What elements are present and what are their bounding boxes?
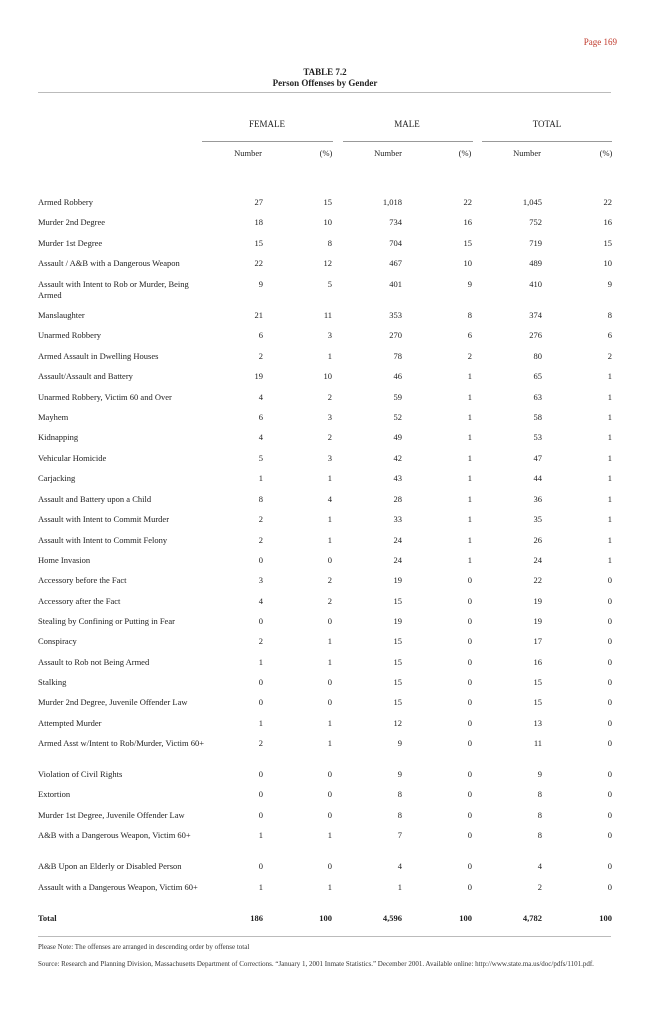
cell-female-percent: 3 bbox=[327, 330, 332, 340]
offense-label: Carjacking bbox=[38, 473, 76, 483]
cell-male-number: 78 bbox=[393, 351, 402, 361]
cell-female-number: 0 bbox=[258, 677, 263, 687]
cell-female-number: 0 bbox=[258, 810, 263, 820]
cell-female-percent: 0 bbox=[327, 861, 332, 871]
cell-female-percent: 1 bbox=[327, 718, 332, 728]
cell-total-percent: 1 bbox=[607, 473, 612, 483]
cell-female-number: 186 bbox=[250, 913, 263, 923]
cell-total-number: 15 bbox=[533, 677, 542, 687]
offense-label: Murder 1st Degree bbox=[38, 238, 103, 248]
cell-male-percent: 0 bbox=[467, 616, 472, 626]
cell-female-number: 6 bbox=[258, 412, 263, 422]
cell-male-number: 734 bbox=[389, 217, 402, 227]
cell-total-percent: 1 bbox=[607, 494, 612, 504]
cell-female-percent: 1 bbox=[327, 514, 332, 524]
cell-male-number: 46 bbox=[393, 371, 402, 381]
cell-male-percent: 0 bbox=[467, 738, 472, 748]
offense-label: Assault to Rob not Being Armed bbox=[38, 657, 150, 667]
cell-male-number: 15 bbox=[393, 697, 402, 707]
cell-male-percent: 1 bbox=[467, 494, 472, 504]
cell-female-number: 0 bbox=[258, 616, 263, 626]
group-header-total: TOTAL bbox=[532, 119, 562, 129]
cell-male-percent: 0 bbox=[467, 575, 472, 585]
group-underline-female bbox=[202, 141, 333, 142]
cell-total-number: 80 bbox=[533, 351, 542, 361]
cell-total-number: 15 bbox=[533, 697, 542, 707]
cell-male-percent: 0 bbox=[467, 636, 472, 646]
cell-total-number: 752 bbox=[529, 217, 542, 227]
cell-male-percent: 1 bbox=[467, 392, 472, 402]
cell-female-number: 0 bbox=[258, 769, 263, 779]
cell-male-number: 8 bbox=[397, 789, 402, 799]
subheader-female-percent: (%) bbox=[319, 148, 333, 158]
top-divider bbox=[38, 92, 611, 93]
cell-female-percent: 15 bbox=[323, 197, 332, 207]
cell-female-number: 0 bbox=[258, 697, 263, 707]
offense-label: Unarmed Robbery, Victim 60 and Over bbox=[38, 392, 172, 402]
cell-female-number: 15 bbox=[254, 238, 263, 248]
cell-female-number: 8 bbox=[258, 494, 263, 504]
cell-total-number: 58 bbox=[533, 412, 542, 422]
cell-total-percent: 100 bbox=[599, 913, 612, 923]
cell-female-number: 18 bbox=[254, 217, 263, 227]
cell-male-percent: 6 bbox=[467, 330, 472, 340]
cell-total-percent: 1 bbox=[607, 392, 612, 402]
cell-female-number: 1 bbox=[258, 882, 263, 892]
cell-female-percent: 5 bbox=[327, 279, 332, 289]
cell-male-percent: 0 bbox=[467, 830, 472, 840]
cell-female-percent: 10 bbox=[323, 217, 332, 227]
offense-label: Assault / A&B with a Dangerous Weapon bbox=[38, 258, 180, 268]
offense-label: Stealing by Confining or Putting in Fear bbox=[38, 616, 175, 626]
cell-total-number: 410 bbox=[529, 279, 542, 289]
cell-total-number: 489 bbox=[529, 258, 542, 268]
cell-female-percent: 2 bbox=[327, 432, 332, 442]
cell-male-number: 4 bbox=[397, 861, 402, 871]
cell-male-number: 43 bbox=[393, 473, 402, 483]
offense-label: A&B Upon an Elderly or Disabled Person bbox=[38, 861, 182, 871]
offense-label: Assault/Assault and Battery bbox=[38, 371, 133, 381]
cell-total-percent: 1 bbox=[607, 514, 612, 524]
cell-total-number: 44 bbox=[533, 473, 542, 483]
group-underline-male bbox=[343, 141, 473, 142]
cell-total-percent: 0 bbox=[607, 697, 612, 707]
cell-male-percent: 1 bbox=[467, 412, 472, 422]
cell-male-percent: 1 bbox=[467, 432, 472, 442]
cell-male-percent: 1 bbox=[467, 473, 472, 483]
cell-male-number: 12 bbox=[393, 718, 402, 728]
group-header-female: FEMALE bbox=[249, 119, 285, 129]
cell-male-percent: 1 bbox=[467, 555, 472, 565]
cell-total-number: 8 bbox=[537, 830, 542, 840]
cell-total-percent: 0 bbox=[607, 616, 612, 626]
cell-total-number: 2 bbox=[537, 882, 542, 892]
cell-total-percent: 0 bbox=[607, 738, 612, 748]
cell-male-percent: 0 bbox=[467, 596, 472, 606]
cell-female-percent: 8 bbox=[327, 238, 332, 248]
cell-male-number: 15 bbox=[393, 636, 402, 646]
cell-total-percent: 0 bbox=[607, 596, 612, 606]
cell-male-number: 49 bbox=[393, 432, 402, 442]
table-number: TABLE 7.2 bbox=[303, 67, 347, 77]
cell-female-percent: 0 bbox=[327, 769, 332, 779]
offense-label: Manslaughter bbox=[38, 310, 85, 320]
cell-male-percent: 1 bbox=[467, 453, 472, 463]
offense-label: Mayhem bbox=[38, 412, 69, 422]
cell-total-number: 53 bbox=[533, 432, 542, 442]
cell-female-number: 22 bbox=[254, 258, 263, 268]
cell-male-percent: 8 bbox=[467, 310, 472, 320]
cell-total-percent: 0 bbox=[607, 718, 612, 728]
cell-female-number: 6 bbox=[258, 330, 263, 340]
cell-male-number: 15 bbox=[393, 596, 402, 606]
offense-label: Murder 2nd Degree bbox=[38, 217, 106, 227]
cell-female-number: 4 bbox=[258, 596, 263, 606]
cell-total-percent: 22 bbox=[603, 197, 612, 207]
cell-female-percent: 1 bbox=[327, 636, 332, 646]
cell-total-percent: 0 bbox=[607, 636, 612, 646]
cell-female-percent: 0 bbox=[327, 555, 332, 565]
cell-male-percent: 1 bbox=[467, 535, 472, 545]
cell-female-number: 27 bbox=[254, 197, 263, 207]
cell-total-number: 26 bbox=[533, 535, 542, 545]
cell-male-number: 401 bbox=[389, 279, 402, 289]
cell-male-number: 19 bbox=[393, 616, 402, 626]
offense-label: Assault with Intent to Commit Murder bbox=[38, 514, 170, 524]
cell-total-number: 8 bbox=[537, 810, 542, 820]
cell-total-number: 47 bbox=[533, 453, 542, 463]
cell-male-number: 7 bbox=[397, 830, 402, 840]
cell-female-number: 0 bbox=[258, 555, 263, 565]
cell-female-number: 21 bbox=[254, 310, 263, 320]
cell-total-percent: 0 bbox=[607, 810, 612, 820]
cell-female-number: 3 bbox=[258, 575, 263, 585]
cell-total-number: 63 bbox=[533, 392, 542, 402]
cell-total-number: 8 bbox=[537, 789, 542, 799]
cell-female-percent: 12 bbox=[323, 258, 332, 268]
cell-male-number: 28 bbox=[393, 494, 402, 504]
cell-female-number: 4 bbox=[258, 432, 263, 442]
offense-label: Assault and Battery upon a Child bbox=[38, 494, 152, 504]
cell-female-number: 1 bbox=[258, 718, 263, 728]
source-note: Source: Research and Planning Division, Massachusetts Department of Corrections. “January 1, 2001 Inmate Statistics.” December 2001. Available online: http://www.state.ma.us/doc/pdfs/1101.pdf. bbox=[38, 960, 594, 968]
cell-male-number: 4,596 bbox=[382, 913, 402, 923]
cell-female-number: 4 bbox=[258, 392, 263, 402]
cell-female-percent: 2 bbox=[327, 392, 332, 402]
cell-female-percent: 100 bbox=[319, 913, 332, 923]
cell-male-number: 270 bbox=[389, 330, 402, 340]
cell-total-number: 4 bbox=[537, 861, 542, 871]
cell-female-percent: 1 bbox=[327, 473, 332, 483]
cell-female-percent: 0 bbox=[327, 697, 332, 707]
cell-total-percent: 9 bbox=[607, 279, 612, 289]
cell-male-number: 704 bbox=[389, 238, 402, 248]
cell-total-number: 4,782 bbox=[522, 913, 542, 923]
cell-male-number: 1,018 bbox=[382, 197, 402, 207]
cell-total-number: 36 bbox=[533, 494, 542, 504]
cell-total-percent: 0 bbox=[607, 789, 612, 799]
cell-male-number: 15 bbox=[393, 657, 402, 667]
offense-label: Accessory before the Fact bbox=[38, 575, 127, 585]
cell-total-number: 276 bbox=[529, 330, 542, 340]
offense-label: Extortion bbox=[38, 789, 71, 799]
cell-female-percent: 2 bbox=[327, 575, 332, 585]
cell-total-percent: 2 bbox=[607, 351, 612, 361]
offense-label: Kidnapping bbox=[38, 432, 79, 442]
offense-label: Murder 1st Degree, Juvenile Offender Law bbox=[38, 810, 185, 820]
cell-female-number: 1 bbox=[258, 830, 263, 840]
cell-female-number: 19 bbox=[254, 371, 263, 381]
cell-female-number: 2 bbox=[258, 636, 263, 646]
table-title bbox=[0, 67, 650, 89]
cell-total-percent: 15 bbox=[603, 238, 612, 248]
offense-label: Home Invasion bbox=[38, 555, 91, 565]
cell-male-number: 15 bbox=[393, 677, 402, 687]
cell-female-percent: 11 bbox=[323, 310, 332, 320]
cell-male-number: 33 bbox=[393, 514, 402, 524]
offense-label: Armed Assault in Dwelling Houses bbox=[38, 351, 159, 361]
group-header-male: MALE bbox=[394, 119, 420, 129]
cell-male-percent: 22 bbox=[463, 197, 472, 207]
cell-male-number: 9 bbox=[397, 738, 402, 748]
cell-male-percent: 0 bbox=[467, 810, 472, 820]
cell-male-percent: 1 bbox=[467, 371, 472, 381]
cell-total-number: 13 bbox=[533, 718, 542, 728]
cell-total-number: 1,045 bbox=[522, 197, 542, 207]
cell-female-number: 5 bbox=[258, 453, 263, 463]
cell-total-number: 374 bbox=[529, 310, 542, 320]
cell-total-number: 22 bbox=[533, 575, 542, 585]
cell-female-number: 2 bbox=[258, 351, 263, 361]
cell-total-percent: 1 bbox=[607, 453, 612, 463]
cell-total-number: 16 bbox=[533, 657, 542, 667]
cell-female-percent: 1 bbox=[327, 535, 332, 545]
cell-male-percent: 100 bbox=[459, 913, 472, 923]
cell-total-number: 24 bbox=[533, 555, 542, 565]
offense-label: Stalking bbox=[38, 677, 67, 687]
cell-female-number: 2 bbox=[258, 535, 263, 545]
bottom-divider bbox=[38, 936, 611, 937]
cell-male-percent: 0 bbox=[467, 657, 472, 667]
cell-female-percent: 4 bbox=[327, 494, 332, 504]
cell-total-percent: 0 bbox=[607, 769, 612, 779]
cell-male-number: 24 bbox=[393, 535, 402, 545]
cell-female-number: 9 bbox=[258, 279, 263, 289]
cell-total-percent: 1 bbox=[607, 555, 612, 565]
cell-female-percent: 0 bbox=[327, 677, 332, 687]
cell-total-percent: 0 bbox=[607, 830, 612, 840]
cell-male-number: 19 bbox=[393, 575, 402, 585]
offense-label: Conspiracy bbox=[38, 636, 77, 646]
total-label: Total bbox=[38, 913, 57, 923]
cell-female-percent: 1 bbox=[327, 738, 332, 748]
cell-total-number: 19 bbox=[533, 596, 542, 606]
cell-total-percent: 8 bbox=[607, 310, 612, 320]
cell-female-percent: 3 bbox=[327, 453, 332, 463]
cell-total-number: 719 bbox=[529, 238, 542, 248]
offense-label: Unarmed Robbery bbox=[38, 330, 102, 340]
cell-total-percent: 16 bbox=[603, 217, 612, 227]
ordering-note: Please Note: The offenses are arranged in descending order by offense total bbox=[38, 943, 250, 951]
cell-female-percent: 1 bbox=[327, 657, 332, 667]
cell-female-percent: 0 bbox=[327, 810, 332, 820]
cell-female-percent: 1 bbox=[327, 830, 332, 840]
cell-total-percent: 1 bbox=[607, 432, 612, 442]
offense-label: Assault with a Dangerous Weapon, Victim 60+ bbox=[38, 882, 198, 892]
cell-female-percent: 1 bbox=[327, 351, 332, 361]
cell-male-percent: 15 bbox=[463, 238, 472, 248]
cell-total-percent: 0 bbox=[607, 861, 612, 871]
cell-male-number: 353 bbox=[389, 310, 402, 320]
page-number: Page 169 bbox=[583, 37, 617, 47]
cell-male-number: 24 bbox=[393, 555, 402, 565]
offense-label: A&B with a Dangerous Weapon, Victim 60+ bbox=[38, 830, 191, 840]
cell-male-number: 59 bbox=[393, 392, 402, 402]
subheader-male-percent: (%) bbox=[458, 148, 472, 158]
cell-total-number: 17 bbox=[533, 636, 542, 646]
offense-label: Attempted Murder bbox=[38, 718, 102, 728]
cell-female-percent: 0 bbox=[327, 789, 332, 799]
offense-label: Vehicular Homicide bbox=[38, 453, 107, 463]
cell-total-percent: 0 bbox=[607, 575, 612, 585]
cell-male-number: 8 bbox=[397, 810, 402, 820]
subheader-male-number: Number bbox=[374, 148, 402, 158]
cell-female-percent: 3 bbox=[327, 412, 332, 422]
subheader-total-percent: (%) bbox=[599, 148, 613, 158]
cell-total-percent: 0 bbox=[607, 882, 612, 892]
cell-total-number: 9 bbox=[537, 769, 542, 779]
cell-male-percent: 16 bbox=[463, 217, 472, 227]
cell-total-percent: 10 bbox=[603, 258, 612, 268]
cell-male-percent: 9 bbox=[467, 279, 472, 289]
subheader-total-number: Number bbox=[513, 148, 541, 158]
cell-female-number: 1 bbox=[258, 657, 263, 667]
cell-female-percent: 0 bbox=[327, 616, 332, 626]
cell-female-number: 2 bbox=[258, 514, 263, 524]
cell-female-number: 2 bbox=[258, 738, 263, 748]
cell-male-percent: 0 bbox=[467, 697, 472, 707]
cell-male-percent: 0 bbox=[467, 769, 472, 779]
cell-male-percent: 0 bbox=[467, 861, 472, 871]
cell-total-percent: 0 bbox=[607, 677, 612, 687]
offense-label: Armed Robbery bbox=[38, 197, 94, 207]
offense-label: Murder 2nd Degree, Juvenile Offender Law bbox=[38, 697, 188, 707]
offense-label: Armed Asst w/Intent to Rob/Murder, Victim 60+ bbox=[38, 738, 204, 748]
cell-male-number: 9 bbox=[397, 769, 402, 779]
cell-female-number: 0 bbox=[258, 861, 263, 871]
cell-male-percent: 0 bbox=[467, 882, 472, 892]
cell-male-percent: 2 bbox=[467, 351, 472, 361]
cell-total-number: 65 bbox=[533, 371, 542, 381]
cell-total-percent: 1 bbox=[607, 535, 612, 545]
offense-label: Assault with Intent to Commit Felony bbox=[38, 535, 168, 545]
cell-total-number: 35 bbox=[533, 514, 542, 524]
cell-male-percent: 1 bbox=[467, 514, 472, 524]
table-caption: Person Offenses by Gender bbox=[272, 78, 378, 88]
cell-total-percent: 6 bbox=[607, 330, 612, 340]
cell-male-number: 1 bbox=[397, 882, 402, 892]
cell-total-percent: 0 bbox=[607, 657, 612, 667]
cell-female-percent: 10 bbox=[323, 371, 332, 381]
cell-female-percent: 2 bbox=[327, 596, 332, 606]
cell-total-number: 19 bbox=[533, 616, 542, 626]
cell-male-percent: 0 bbox=[467, 677, 472, 687]
cell-male-number: 52 bbox=[393, 412, 402, 422]
offense-label: Violation of Civil Rights bbox=[38, 769, 123, 779]
group-underline-total bbox=[482, 141, 612, 142]
cell-male-percent: 0 bbox=[467, 718, 472, 728]
subheader-female-number: Number bbox=[234, 148, 262, 158]
cell-male-number: 42 bbox=[393, 453, 402, 463]
offense-label: Accessory after the Fact bbox=[38, 596, 121, 606]
cell-total-percent: 1 bbox=[607, 371, 612, 381]
offense-label: Assault with Intent to Rob or Murder, Being Armed bbox=[38, 279, 189, 300]
cell-male-percent: 0 bbox=[467, 789, 472, 799]
cell-male-number: 467 bbox=[389, 258, 402, 268]
cell-male-percent: 10 bbox=[463, 258, 472, 268]
cell-female-number: 1 bbox=[258, 473, 263, 483]
cell-female-number: 0 bbox=[258, 789, 263, 799]
cell-total-percent: 1 bbox=[607, 412, 612, 422]
cell-female-percent: 1 bbox=[327, 882, 332, 892]
cell-total-number: 11 bbox=[533, 738, 542, 748]
